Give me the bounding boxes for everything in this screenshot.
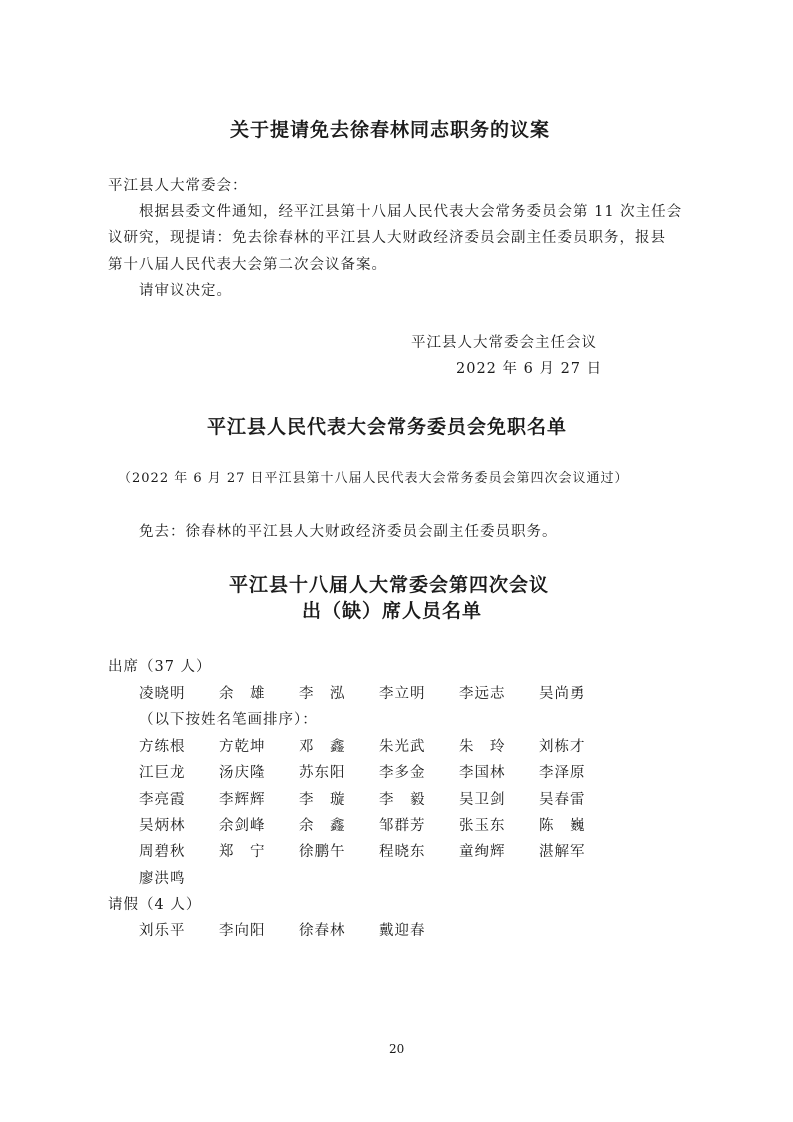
- member-name: 江巨龙: [139, 765, 186, 781]
- member-name: 方练根: [139, 739, 186, 755]
- motion-request: 请审议决定。: [139, 283, 232, 299]
- motion-title: 关于提请免去徐春林同志职务的议案: [230, 119, 551, 141]
- member-name: 李亮霞: [139, 792, 186, 808]
- motion-paragraph-line-2: 议研究，现提请：免去徐春林的平江县人大财政经济委员会副主任委员职务，报县: [108, 230, 666, 246]
- member-name: 李国林: [459, 765, 506, 781]
- member-name: 朱光武: [379, 739, 426, 755]
- motion-paragraph-line-1: 根据县委文件通知，经平江县第十八届人民代表大会常务委员会第 11 次主任会: [139, 204, 683, 220]
- member-name: 邹群芳: [379, 818, 426, 834]
- leave-name: 戴迎春: [379, 923, 426, 939]
- attendance-title-line1: 平江县十八届人大常委会第四次会议: [229, 574, 550, 596]
- member-name: 方乾坤: [219, 739, 266, 755]
- leader-name: 余 雄: [219, 686, 266, 702]
- leave-name: 刘乐平: [139, 923, 186, 939]
- member-name: 郑 宁: [219, 844, 266, 860]
- member-name: 李 毅: [379, 792, 426, 808]
- member-name: 苏东阳: [299, 765, 346, 781]
- removal-subtitle: （2022 年 6 月 27 日平江县第十八届人民代表大会常务委员会第四次会议通过）: [118, 471, 629, 486]
- leave-name: 李向阳: [219, 923, 266, 939]
- motion-signature: 平江县人大常委会主任会议: [411, 335, 597, 351]
- member-name: 余 鑫: [299, 818, 346, 834]
- page-number: 20: [389, 1042, 405, 1056]
- attendance-title-line2: 出（缺）席人员名单: [302, 600, 483, 622]
- leader-name: 吴尚勇: [539, 686, 586, 702]
- member-name: 徐鹏午: [299, 844, 346, 860]
- motion-date: 2022 年 6 月 27 日: [456, 361, 603, 377]
- member-name: 李辉辉: [219, 792, 266, 808]
- order-note: （以下按姓名笔画排序）：: [139, 712, 318, 728]
- member-name: 汤庆隆: [219, 765, 266, 781]
- member-name: 李泽原: [539, 765, 586, 781]
- member-name: 刘栋才: [539, 739, 586, 755]
- leader-name: 凌晓明: [139, 686, 186, 702]
- member-name: 朱 玲: [459, 739, 506, 755]
- member-name: 邓 鑫: [299, 739, 346, 755]
- removal-title: 平江县人民代表大会常务委员会免职名单: [207, 416, 568, 438]
- member-name: 李多金: [379, 765, 426, 781]
- member-name: 湛解军: [539, 844, 586, 860]
- member-name: 吴春雷: [539, 792, 586, 808]
- leader-name: 李 泓: [299, 686, 346, 702]
- member-name: 吴炳林: [139, 818, 186, 834]
- member-name: 程晓东: [379, 844, 426, 860]
- member-name: 廖洪鸣: [139, 871, 186, 887]
- member-name: 张玉东: [459, 818, 506, 834]
- member-name: 吴卫剑: [459, 792, 506, 808]
- member-name: 李 璇: [299, 792, 346, 808]
- removal-item: 免去：徐春林的平江县人大财政经济委员会副主任委员职务。: [139, 524, 558, 540]
- leader-name: 李远志: [459, 686, 506, 702]
- salutation: 平江县人大常委会：: [108, 178, 248, 194]
- leave-name: 徐春林: [299, 923, 346, 939]
- member-name: 周碧秋: [139, 844, 186, 860]
- member-name: 陈 巍: [539, 818, 586, 834]
- present-label: 出席（37 人）: [108, 659, 212, 675]
- motion-paragraph-line-3: 第十八届人民代表大会第二次会议备案。: [108, 257, 387, 273]
- member-name: 童绚辉: [459, 844, 506, 860]
- leave-label: 请假（4 人）: [108, 897, 202, 913]
- leader-name: 李立明: [379, 686, 426, 702]
- member-name: 余剑峰: [219, 818, 266, 834]
